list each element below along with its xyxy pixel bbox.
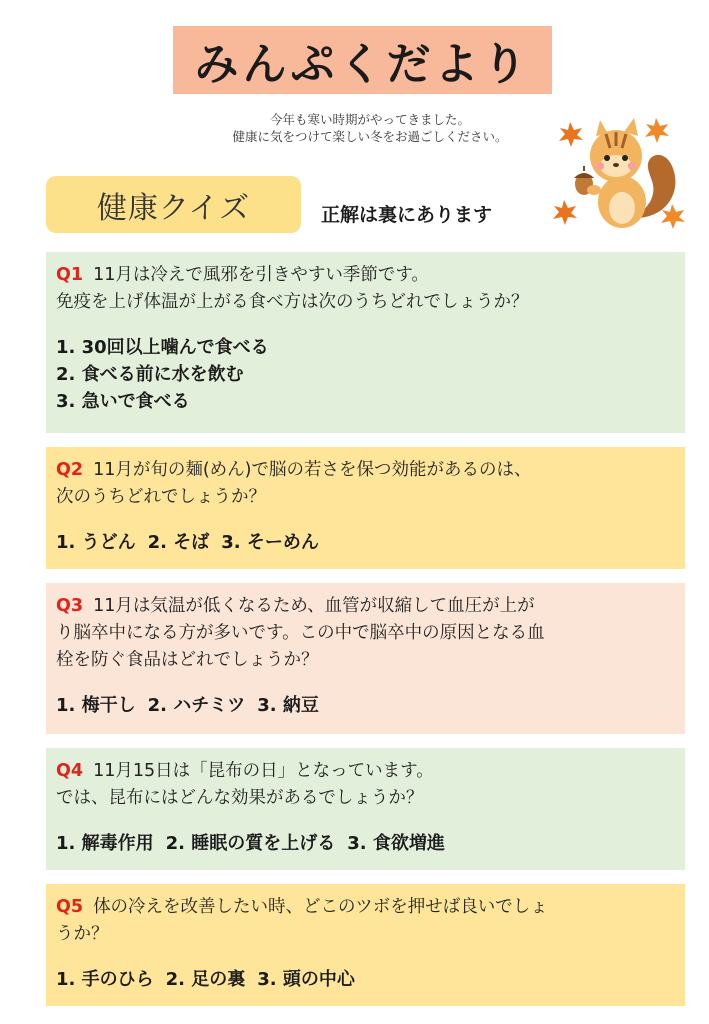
- answer-option: 2. 足の裏: [165, 969, 246, 990]
- question-box-q2: [46, 447, 685, 569]
- answer-options: [56, 692, 671, 719]
- question-line: 栓を防ぐ食品はどれでしょうか？: [56, 650, 319, 670]
- answer-option: 3. 頭の中心: [257, 969, 355, 990]
- question-text: [56, 894, 671, 948]
- answer-option: 2. ハチミツ: [147, 695, 246, 716]
- newsletter-title-box: [173, 26, 552, 94]
- maple-leaf-icon: [645, 118, 669, 143]
- question-box-q4: [46, 748, 685, 870]
- newsletter-title: みんぷくだより: [194, 39, 531, 90]
- answer-option: 1. 手のひら: [56, 969, 154, 990]
- question-number: Q5: [56, 897, 84, 917]
- question-line: 11月は冷えで風邪を引きやすい季節です。: [93, 265, 429, 285]
- question-line: 11月が旬の麺(めん)で脳の若さを保つ効能があるのは、: [93, 460, 532, 480]
- question-line: では、昆布にはどんな効果があるでしょうか？: [56, 788, 424, 808]
- question-box-q5: [46, 884, 685, 1006]
- answer-option: 1. 梅干し: [56, 695, 136, 716]
- question-text: [56, 457, 671, 511]
- squirrel-illustration: [550, 108, 690, 232]
- health-quiz-badge: [46, 176, 301, 233]
- answer-option: 2. 睡眠の質を上げる: [165, 833, 336, 854]
- maple-leaf-icon: [661, 204, 685, 229]
- intro-line-2: 健康に気をつけて楽しい冬をお過ごしください。: [232, 129, 508, 144]
- question-number: Q4: [56, 761, 84, 781]
- answer-note: 正解は裏にあります: [321, 204, 493, 226]
- answer-options: [56, 966, 671, 993]
- answer-option: 1. 解毒作用: [56, 833, 154, 854]
- question-text: [56, 262, 671, 316]
- question-number: Q1: [56, 265, 84, 285]
- question-line: 次のうちどれでしょうか？: [56, 487, 266, 507]
- question-line: 体の冷えを改善したい時、どこのツボを押せば良いでしょ: [93, 897, 548, 917]
- question-number: Q3: [56, 596, 84, 616]
- answer-option: 3. そーめん: [221, 532, 319, 553]
- intro-line-1: 今年も寒い時期がやってきました。: [269, 112, 470, 127]
- question-line: 免疫を上げ体温が上がる食べ方は次のうちどれでしょうか？: [56, 292, 529, 312]
- answer-option: 3. 納豆: [257, 695, 319, 716]
- answer-option: 3. 急いで食べる: [56, 391, 190, 412]
- question-text: [56, 758, 671, 812]
- answer-option: 3. 食欲増進: [347, 833, 445, 854]
- question-number: Q2: [56, 460, 84, 480]
- answer-options: [56, 830, 671, 857]
- question-line: 11月は気温が低くなるため、血管が収縮して血圧が上が: [93, 596, 535, 616]
- question-box-q3: [46, 583, 685, 734]
- answer-options: [56, 334, 671, 415]
- maple-leaf-icon: [559, 122, 583, 147]
- question-line: 11月15日は「昆布の日」となっています。: [93, 761, 434, 781]
- answer-option: 1. 30回以上噛んで食べる: [56, 337, 269, 358]
- maple-leaf-icon: [553, 200, 577, 225]
- question-box-q1: [46, 252, 685, 433]
- answer-option: 2. 食べる前に水を飲む: [56, 364, 244, 385]
- answer-options: [56, 529, 671, 556]
- question-line: うか？: [56, 924, 109, 944]
- question-line: り脳卒中になる方が多いです。この中で脳卒中の原因となる血: [56, 623, 545, 643]
- health-quiz-label: 健康クイズ: [96, 190, 251, 226]
- question-text: [56, 593, 671, 674]
- intro-message: [200, 111, 540, 145]
- answer-option: 2. そば: [147, 532, 210, 553]
- answer-option: 1. うどん: [56, 532, 136, 553]
